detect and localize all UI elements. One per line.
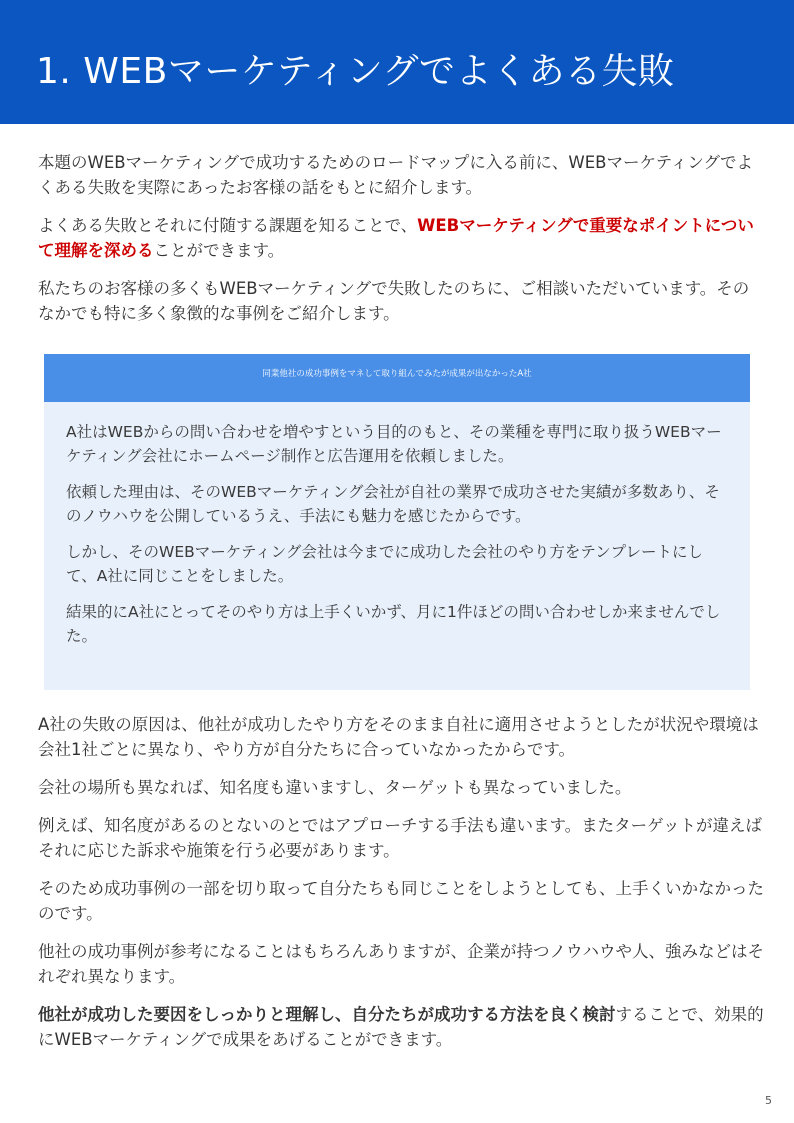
analysis-p6-after: することで、効果的にWEBマーケティングで成果をあげることができます。	[38, 1005, 764, 1049]
page-title: 1. WEBマーケティングでよくある失敗	[36, 51, 675, 92]
analysis-paragraph-4: そのため成功事例の一部を切り取って自分たちも同じことをしようとしても、上手くいかなかったのです。	[38, 879, 764, 923]
analysis-p6-bold: 他社が成功した要因をしっかりと理解し、自分たちが成功する方法を良く検討	[38, 1005, 616, 1024]
page-header	[0, 0, 794, 124]
case-paragraph-1: A社はWEBからの問い合わせを増やすという目的のもと、その業種を専門に取り扱うWEBマーケティング会社にホームページ制作と広告運用を依頼しました。	[66, 423, 722, 465]
intro-paragraph-2	[38, 213, 758, 263]
case-study-header	[44, 354, 750, 402]
analysis-section	[38, 712, 768, 1065]
analysis-paragraph-6	[38, 1002, 768, 1052]
case-paragraph-2: 依頼した理由は、そのWEBマーケティング会社が自社の業界で成功させた実績が多数あり、そのノウハウを公開しているうえ、手法にも魅力を感じたからです。	[66, 483, 720, 525]
analysis-paragraph-1: A社の失敗の原因は、他社が成功したやり方をそのまま自社に適用させようとしたが状況や環境は会社1社ごとに異なり、やり方が自分たちに合っていなかったからです。	[38, 715, 759, 759]
intro-section	[38, 150, 758, 339]
analysis-paragraph-5: 他社の成功事例が参考になることはもちろんありますが、企業が持つノウハウや人、強みなどはそれぞれ異なります。	[38, 942, 764, 986]
case-study-box	[44, 354, 750, 690]
intro-paragraph-1: 本題のWEBマーケティングで成功するためのロードマップに入る前に、WEBマーケティングでよくある失敗を実際にあったお客様の話をもとに紹介します。	[38, 153, 753, 197]
intro-p2-after: ことができます。	[153, 241, 285, 260]
analysis-paragraph-3: 例えば、知名度があるのとないのとではアプローチする手法も違います。またターゲットが違えばそれに応じた訴求や施策を行う必要があります。	[38, 816, 763, 860]
case-paragraph-3: しかし、そのWEBマーケティング会社は今までに成功した会社のやり方をテンプレートにして、A社に同じことをしました。	[66, 543, 704, 585]
case-study-body	[44, 402, 750, 648]
case-study-title: 同業他社の成功事例をマネして取り組んでみたが成果が出なかったA社	[262, 369, 532, 379]
analysis-paragraph-2: 会社の場所も異なれば、知名度も違いますし、ターゲットも異なっていました。	[38, 778, 632, 797]
intro-p2-highlight: WEBマーケティングで重要なポイントについて理解を深める	[38, 216, 754, 260]
intro-p2-before: よくある失敗とそれに付随する課題を知ることで、	[38, 216, 418, 235]
case-paragraph-4: 結果的にA社にとってそのやり方は上手くいかず、月に1件ほどの問い合わせしか来ませんでした。	[66, 603, 721, 645]
intro-paragraph-3: 私たちのお客様の多くもWEBマーケティングで失敗したのちに、ご相談いただいています。そのなかでも特に多く象徴的な事例をご紹介します。	[38, 279, 750, 323]
page-number: 5	[765, 1094, 772, 1107]
